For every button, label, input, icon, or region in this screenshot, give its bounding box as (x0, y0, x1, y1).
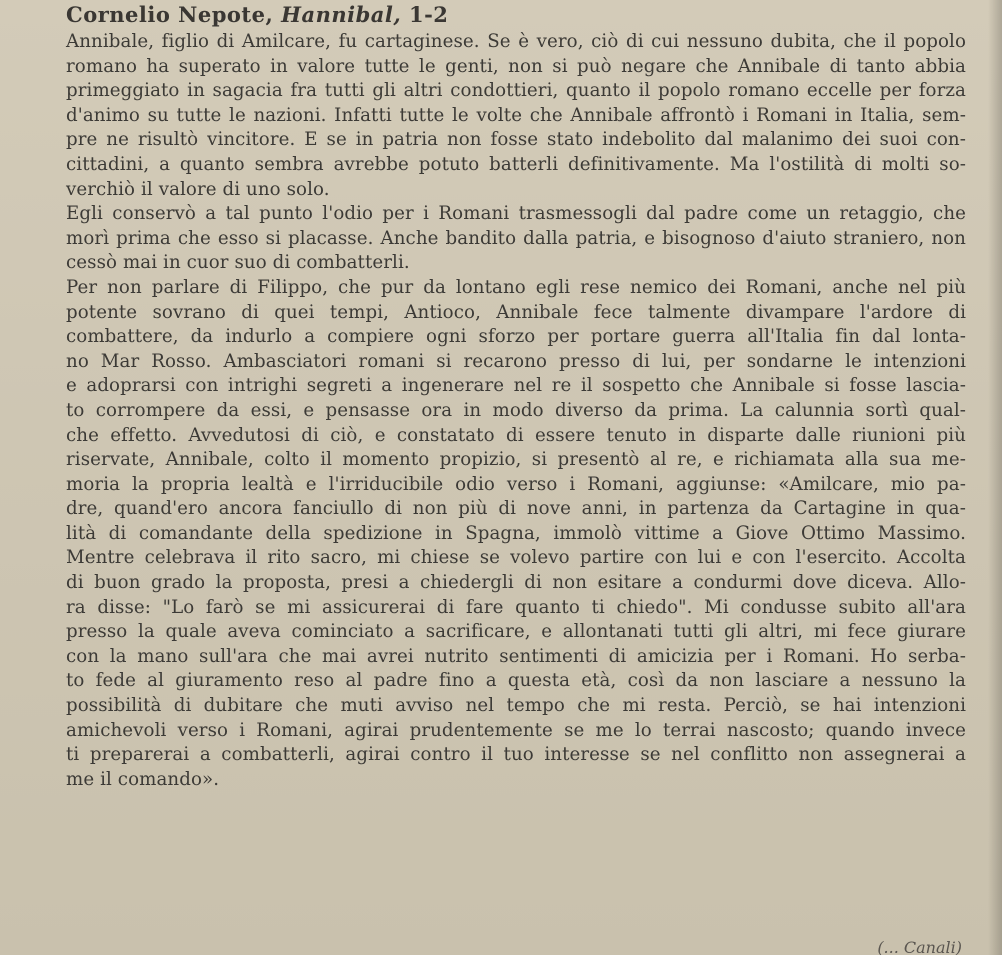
text-line: combattere, da indurlo a compiere ogni sforzo per portare guerra all'Italia fin dal lonta- (66, 326, 966, 348)
text-line: Egli conservò a tal punto l'odio per i Romani trasmessogli dal padre come un retaggio, che (66, 203, 966, 225)
text-line: dre, quand'ero ancora fanciullo di non più di nove anni, in partenza da Cartagine in qua- (66, 498, 966, 520)
text-line: e adoprarsi con intrighi segreti a ingenerare nel re il sospetto che Annibale si fosse lascia- (66, 375, 966, 397)
cropped-footer-text: (... Canali) (877, 938, 962, 955)
heading-chapters: 1-2 (408, 2, 449, 27)
text-line: di buon grado la proposta, presi a chiedergli di non esitare a condurmi dove diceva. Allo- (66, 572, 966, 594)
text-line: Mentre celebrava il rito sacro, mi chiese se volevo partire con lui e con l'esercito. Accolta (66, 547, 966, 569)
text-line: to corrompere da essi, e pensasse ora in modo diverso da prima. La calunnia sortì qual- (66, 399, 966, 421)
text-line: morì prima che esso si placasse. Anche bandito dalla patria, e bisognoso d'aiuto straniero, non (66, 227, 966, 249)
text-line: possibilità di dubitare che muti avviso nel tempo che mi resta. Perciò, se hai intenzioni (66, 695, 966, 717)
text-line: riservate, Annibale, colto il momento propizio, si presentò al re, e richiamata alla sua me- (66, 449, 966, 471)
text-line: no Mar Rosso. Ambasciatori romani si recarono presso di lui, per sondarne le intenzioni (66, 350, 966, 372)
text-line: Annibale, figlio di Amilcare, fu cartaginese. Se è vero, ciò di cui nessuno dubita, che il popolo (66, 31, 966, 52)
text-line: che effetto. Avvedutosi di ciò, e constatato di essere tenuto in disparte dalle riunioni più (66, 424, 966, 446)
text-line: lità di comandante della spedizione in Spagna, immolò vittime a Giove Ottimo Massimo. (66, 522, 966, 544)
text-line: potente sovrano di quei tempi, Antioco, Annibale fece talmente divampare l'ardore di (66, 301, 966, 323)
text-line: Per non parlare di Filippo, che pur da lontano egli rese nemico dei Romani, anche nel più (66, 276, 966, 298)
heading-author: Cornelio Nepote, (66, 2, 274, 27)
text-line: moria la propria lealtà e l'irriducibile odio verso i Romani, aggiunse: «Amilcare, mio pa- (66, 473, 966, 495)
passage-heading (66, 2, 448, 27)
text-line: con la mano sull'ara che mai avrei nutrito sentimenti di amicizia per i Romani. Ho serba- (66, 645, 966, 667)
page-edge-shadow (988, 0, 1002, 955)
text-line: d'animo su tutte le nazioni. Infatti tutte le volte che Annibale affrontò i Romani in Italia, sem- (66, 104, 966, 126)
text-line: romano ha superato in valore tutte le genti, non si può negare che Annibale di tanto abbia (66, 55, 966, 77)
text-line: amichevoli verso i Romani, agirai prudentemente se me lo terrai nascosto; quando invece (66, 719, 966, 741)
text-line: cessò mai in cuor suo di combatterli. (66, 252, 410, 274)
passage-body (66, 30, 966, 792)
heading-work: Hannibal, (281, 2, 402, 27)
text-line: cittadini, a quanto sembra avrebbe potuto batterli definitivamente. Ma l'ostilità di molti so- (66, 153, 966, 175)
text-line: verchiò il valore di uno solo. (66, 178, 330, 200)
text-line: to fede al giuramento reso al padre fino a questa età, così da non lasciare a nessuno la (66, 670, 966, 692)
text-line: pre ne risultò vincitore. E se in patria non fosse stato indebolito dal malanimo dei suoi con- (66, 129, 966, 151)
text-line: presso la quale aveva cominciato a sacrificare, e allontanati tutti gli altri, mi fece giurare (66, 621, 966, 643)
text-line: ra disse: "Lo farò se mi assicurerai di fare quanto ti chiedo". Mi condusse subito all'ara (66, 596, 966, 618)
text-line: ti preparerai a combatterli, agirai contro il tuo interesse se nel conflitto non assegnerai a (66, 744, 966, 766)
text-line: me il comando». (66, 768, 220, 790)
text-line: primeggiato in sagacia fra tutti gli altri condottieri, quanto il popolo romano eccelle per forza (66, 80, 966, 102)
